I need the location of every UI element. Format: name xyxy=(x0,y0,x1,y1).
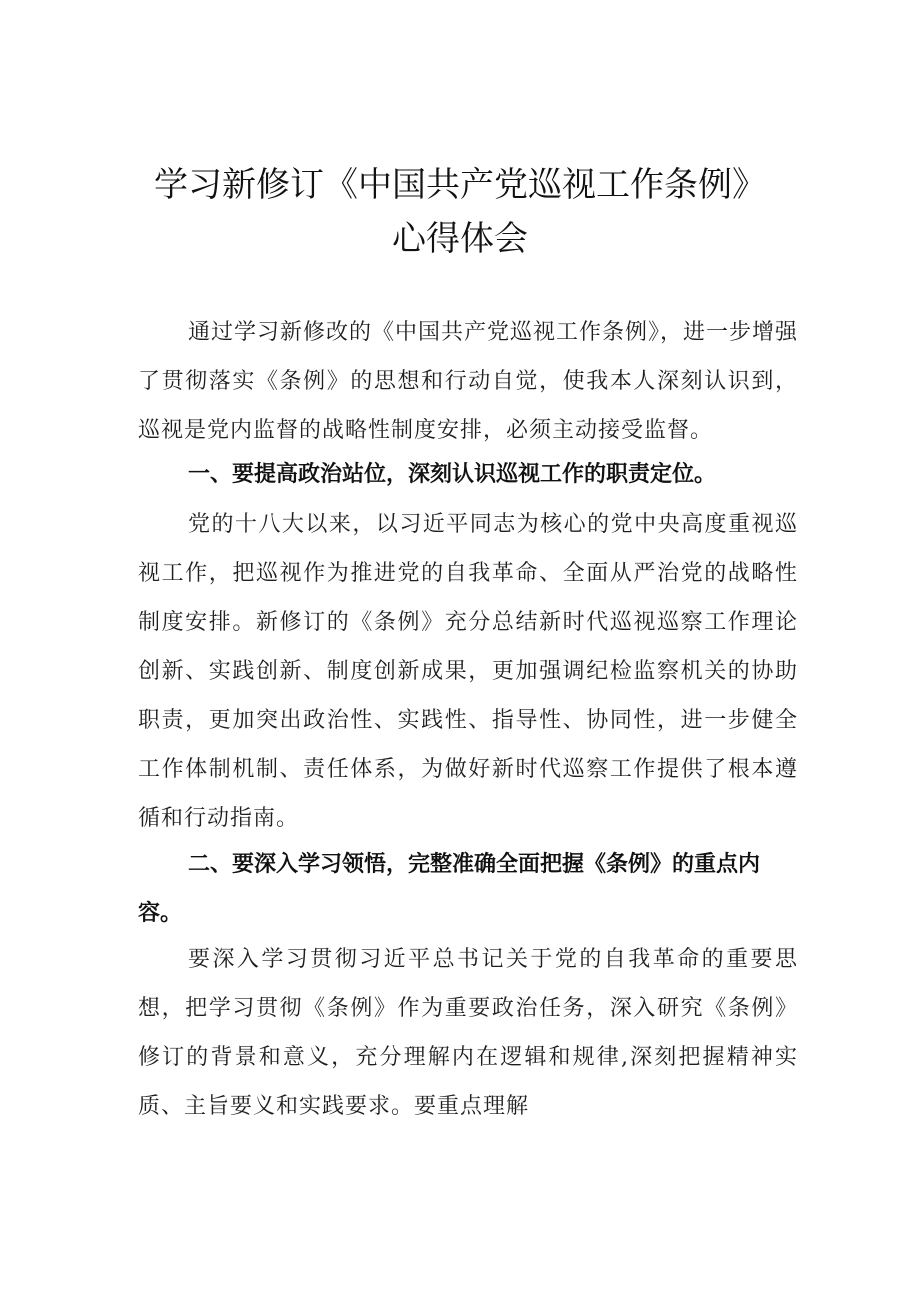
heading-block-2 xyxy=(138,840,798,938)
section-heading-2: 二、要深入学习领悟，完整准确全面把握《条例》的重点内容。 xyxy=(138,852,761,926)
paragraph-block-1 xyxy=(138,308,798,455)
paragraph-2: 党的十八大以来，以习近平同志为核心的党中央高度重视巡视工作，把巡视作为推进党的自我革命、全面从严治党的战略性制度安排。新修订的《条例》充分总结新时代巡视巡察工作理论创新、实践创新、制度创新成果，更加强调纪检监察机关的协助职责，更加突出政治性、实践性、指导性、协同性，进一步健全工作体制机制、责任体系，为做好新时代巡察工作提供了根本遵循和行动指南。 xyxy=(138,512,798,831)
paragraph-1: 通过学习新修改的《中国共产党巡视工作条例》，进一步增强了贯彻落实《条例》的思想和行动自觉，使我本人深刻认识到，巡视是党内监督的战略性制度安排，必须主动接受监督。 xyxy=(138,320,799,443)
document-title-line1: 学习新修订《中国共产党巡视工作条例》 xyxy=(154,165,766,205)
paragraph-block-3 xyxy=(138,935,798,1131)
paragraph-block-2 xyxy=(138,500,798,843)
document-title-line2: 心得体会 xyxy=(392,219,528,259)
section-heading-1: 一、要提高政治站位，深刻认识巡视工作的职责定位。 xyxy=(188,462,717,487)
paragraph-3: 要深入学习贯彻习近平总书记关于党的自我革命的重要思想，把学习贯彻《条例》作为重要政治任务，深入研究《条例》修订的背景和意义，充分理解内在逻辑和规律,深刻把握精神实质、主旨要义和实践要求。要重点理解 xyxy=(138,947,798,1119)
heading-block-1 xyxy=(138,450,798,499)
